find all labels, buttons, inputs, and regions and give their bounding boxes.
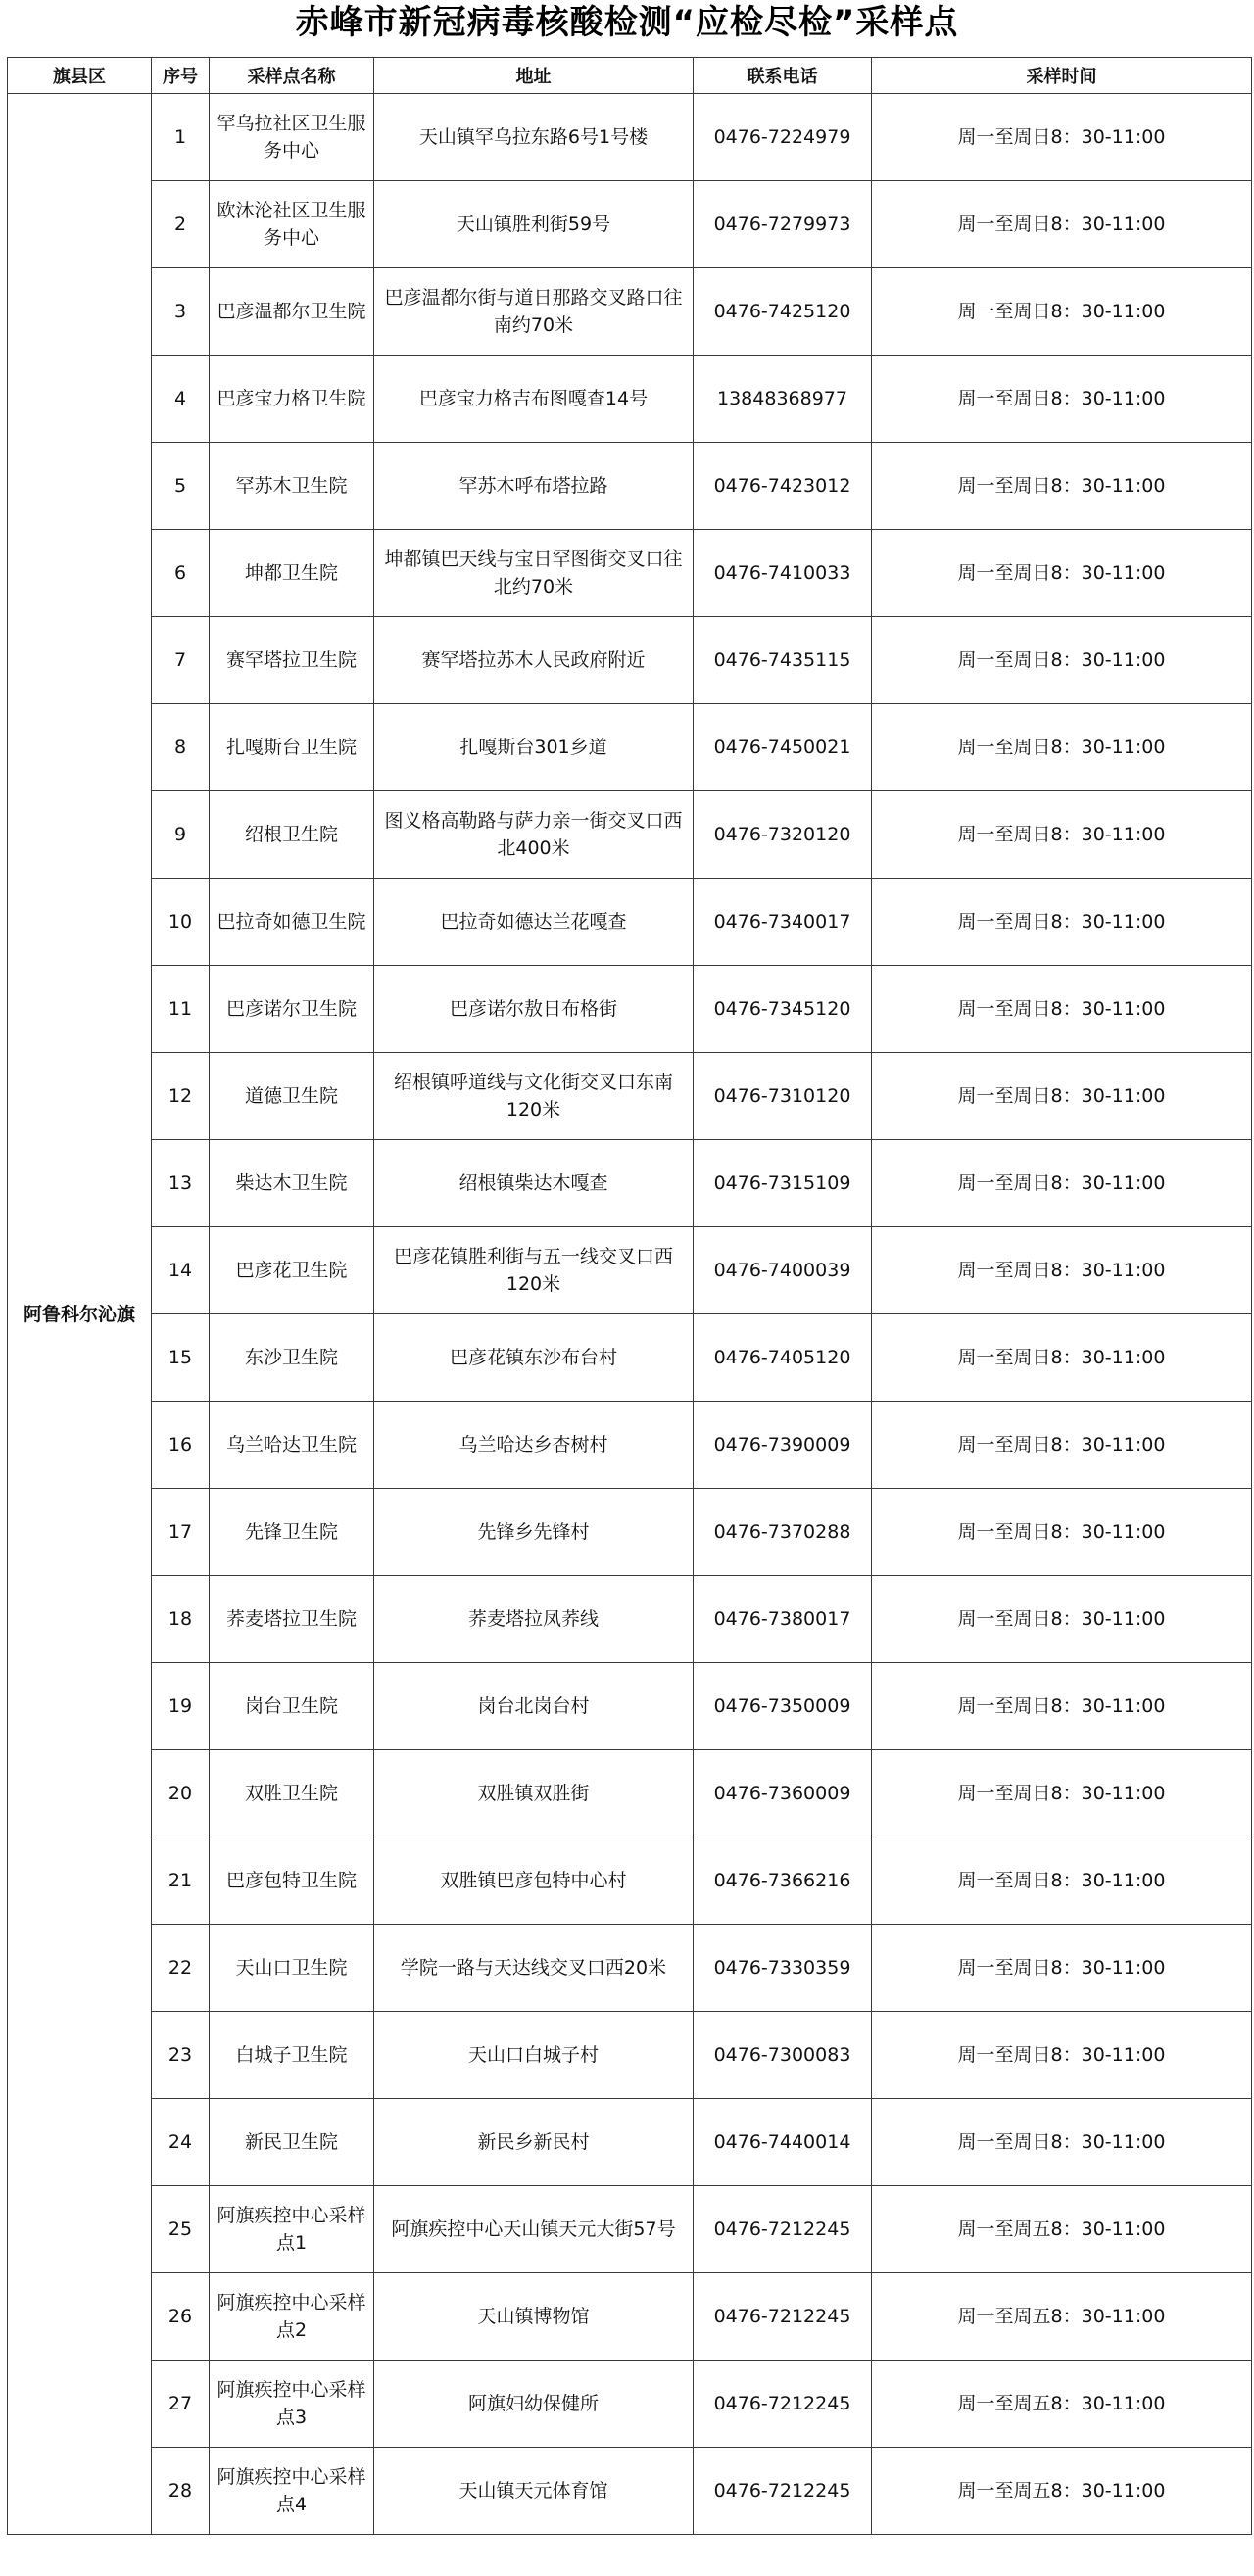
- table-row: [8, 1663, 1252, 1750]
- table-row: [8, 356, 1252, 443]
- site-name: 阿旗疾控中心采样点1: [210, 2186, 374, 2273]
- site-phone: 13848368977: [694, 356, 872, 443]
- row-number: 24: [152, 2099, 210, 2186]
- site-name: 乌兰哈达卫生院: [210, 1402, 374, 1489]
- site-phone: 0476-7212245: [694, 2361, 872, 2448]
- site-address: 先锋乡先锋村: [374, 1489, 694, 1576]
- row-number: 28: [152, 2448, 210, 2535]
- table-row: [8, 704, 1252, 791]
- site-address: 巴彦花镇东沙布台村: [374, 1314, 694, 1402]
- site-name: 白城子卫生院: [210, 2012, 374, 2099]
- site-hours: 周一至周日8：30-11:00: [872, 1140, 1252, 1227]
- site-address: 学院一路与天达线交叉口西20米: [374, 1925, 694, 2012]
- site-address: 天山口白城子村: [374, 2012, 694, 2099]
- table-row: [8, 1576, 1252, 1663]
- row-number: 8: [152, 704, 210, 791]
- site-address: 罕苏木呼布塔拉路: [374, 443, 694, 530]
- site-name: 罕乌拉社区卫生服务中心: [210, 94, 374, 181]
- site-phone: 0476-7400039: [694, 1227, 872, 1314]
- site-address: 天山镇天元体育馆: [374, 2448, 694, 2535]
- site-name: 巴彦诺尔卫生院: [210, 966, 374, 1053]
- site-address: 巴拉奇如德达兰花嘎查: [374, 879, 694, 966]
- site-phone: 0476-7345120: [694, 966, 872, 1053]
- table-row: [8, 879, 1252, 966]
- table-row: [8, 2448, 1252, 2535]
- row-number: 22: [152, 1925, 210, 2012]
- site-address: 双胜镇双胜街: [374, 1750, 694, 1837]
- row-number: 19: [152, 1663, 210, 1750]
- site-hours: 周一至周日8：30-11:00: [872, 704, 1252, 791]
- site-address: 阿旗妇幼保健所: [374, 2361, 694, 2448]
- site-phone: 0476-7435115: [694, 617, 872, 704]
- site-hours: 周一至周五8：30-11:00: [872, 2273, 1252, 2361]
- site-address: 阿旗疾控中心天山镇天元大街57号: [374, 2186, 694, 2273]
- site-name: 阿旗疾控中心采样点4: [210, 2448, 374, 2535]
- site-hours: 周一至周日8：30-11:00: [872, 1314, 1252, 1402]
- site-phone: 0476-7425120: [694, 268, 872, 356]
- row-number: 21: [152, 1837, 210, 1925]
- table-row: [8, 2099, 1252, 2186]
- site-name: 巴彦温都尔卫生院: [210, 268, 374, 356]
- site-address: 绍根镇呼道线与文化街交叉口东南120米: [374, 1053, 694, 1140]
- site-hours: 周一至周日8：30-11:00: [872, 530, 1252, 617]
- site-name: 坤都卫生院: [210, 530, 374, 617]
- table-row: [8, 1140, 1252, 1227]
- row-number: 14: [152, 1227, 210, 1314]
- site-address: 新民乡新民村: [374, 2099, 694, 2186]
- site-phone: 0476-7315109: [694, 1140, 872, 1227]
- site-name: 新民卫生院: [210, 2099, 374, 2186]
- header-phone: 联系电话: [694, 58, 872, 94]
- site-hours: 周一至周日8：30-11:00: [872, 181, 1252, 268]
- site-name: 柴达木卫生院: [210, 1140, 374, 1227]
- site-address: 巴彦诺尔敖日布格街: [374, 966, 694, 1053]
- site-hours: 周一至周日8：30-11:00: [872, 966, 1252, 1053]
- row-number: 2: [152, 181, 210, 268]
- table-header-row: [8, 58, 1252, 94]
- table-row: [8, 617, 1252, 704]
- row-number: 27: [152, 2361, 210, 2448]
- site-name: 道德卫生院: [210, 1053, 374, 1140]
- site-address: 图义格高勒路与萨力亲一街交叉口西北400米: [374, 791, 694, 879]
- site-address: 岗台北岗台村: [374, 1663, 694, 1750]
- table-row: [8, 2012, 1252, 2099]
- site-name: 岗台卫生院: [210, 1663, 374, 1750]
- table-row: [8, 443, 1252, 530]
- site-phone: 0476-7224979: [694, 94, 872, 181]
- site-hours: 周一至周日8：30-11:00: [872, 1663, 1252, 1750]
- table-row: [8, 2361, 1252, 2448]
- site-hours: 周一至周日8：30-11:00: [872, 1402, 1252, 1489]
- site-hours: 周一至周五8：30-11:00: [872, 2361, 1252, 2448]
- site-address: 荞麦塔拉凤荞线: [374, 1576, 694, 1663]
- site-name: 东沙卫生院: [210, 1314, 374, 1402]
- row-number: 15: [152, 1314, 210, 1402]
- site-phone: 0476-7450021: [694, 704, 872, 791]
- table-row: [8, 1837, 1252, 1925]
- site-name: 扎嘎斯台卫生院: [210, 704, 374, 791]
- table-row: [8, 2186, 1252, 2273]
- site-name: 天山口卫生院: [210, 1925, 374, 2012]
- document-title: 赤峰市新冠病毒核酸检测“应检尽检”采样点: [295, 3, 959, 42]
- row-number: 12: [152, 1053, 210, 1140]
- site-phone: 0476-7320120: [694, 791, 872, 879]
- row-number: 11: [152, 966, 210, 1053]
- row-number: 3: [152, 268, 210, 356]
- site-hours: 周一至周五8：30-11:00: [872, 2186, 1252, 2273]
- site-address: 巴彦温都尔街与道日那路交叉路口往南约70米: [374, 268, 694, 356]
- site-address: 巴彦花镇胜利街与五一线交叉口西120米: [374, 1227, 694, 1314]
- header-county: 旗县区: [8, 58, 152, 94]
- table-row: [8, 2273, 1252, 2361]
- site-phone: 0476-7212245: [694, 2448, 872, 2535]
- site-hours: 周一至周日8：30-11:00: [872, 1925, 1252, 2012]
- site-phone: 0476-7300083: [694, 2012, 872, 2099]
- site-hours: 周一至周日8：30-11:00: [872, 1227, 1252, 1314]
- row-number: 25: [152, 2186, 210, 2273]
- row-number: 5: [152, 443, 210, 530]
- site-name: 阿旗疾控中心采样点2: [210, 2273, 374, 2361]
- row-number: 16: [152, 1402, 210, 1489]
- site-phone: 0476-7423012: [694, 443, 872, 530]
- site-hours: 周一至周日8：30-11:00: [872, 94, 1252, 181]
- site-phone: 0476-7212245: [694, 2273, 872, 2361]
- row-number: 13: [152, 1140, 210, 1227]
- site-address: 绍根镇柴达木嘎查: [374, 1140, 694, 1227]
- site-name: 巴彦花卫生院: [210, 1227, 374, 1314]
- row-number: 18: [152, 1576, 210, 1663]
- site-address: 天山镇罕乌拉东路6号1号楼: [374, 94, 694, 181]
- site-name: 赛罕塔拉卫生院: [210, 617, 374, 704]
- site-phone: 0476-7310120: [694, 1053, 872, 1140]
- site-phone: 0476-7340017: [694, 879, 872, 966]
- site-phone: 0476-7350009: [694, 1663, 872, 1750]
- table-row: [8, 181, 1252, 268]
- site-name: 双胜卫生院: [210, 1750, 374, 1837]
- header-time: 采样时间: [872, 58, 1252, 94]
- row-number: 23: [152, 2012, 210, 2099]
- site-hours: 周一至周日8：30-11:00: [872, 1576, 1252, 1663]
- site-name: 阿旗疾控中心采样点3: [210, 2361, 374, 2448]
- site-name: 巴拉奇如德卫生院: [210, 879, 374, 966]
- site-name: 绍根卫生院: [210, 791, 374, 879]
- site-hours: 周一至周日8：30-11:00: [872, 2099, 1252, 2186]
- site-hours: 周一至周日8：30-11:00: [872, 443, 1252, 530]
- site-hours: 周一至周日8：30-11:00: [872, 1053, 1252, 1140]
- table-row: [8, 530, 1252, 617]
- table-body: [8, 94, 1252, 2535]
- site-phone: 0476-7410033: [694, 530, 872, 617]
- table-row: [8, 1750, 1252, 1837]
- site-address: 双胜镇巴彦包特中心村: [374, 1837, 694, 1925]
- row-number: 7: [152, 617, 210, 704]
- table-row: [8, 1402, 1252, 1489]
- row-number: 10: [152, 879, 210, 966]
- site-hours: 周一至周日8：30-11:00: [872, 1837, 1252, 1925]
- county-cell: 阿鲁科尔沁旗: [8, 94, 152, 2535]
- site-name: 罕苏木卫生院: [210, 443, 374, 530]
- site-name: 巴彦包特卫生院: [210, 1837, 374, 1925]
- table-row: [8, 1925, 1252, 2012]
- row-number: 1: [152, 94, 210, 181]
- site-phone: 0476-7380017: [694, 1576, 872, 1663]
- row-number: 9: [152, 791, 210, 879]
- site-phone: 0476-7330359: [694, 1925, 872, 2012]
- site-hours: 周一至周日8：30-11:00: [872, 356, 1252, 443]
- sampling-sites-table: [7, 57, 1252, 2535]
- table-row: [8, 1227, 1252, 1314]
- site-address: 天山镇胜利街59号: [374, 181, 694, 268]
- table-row: [8, 94, 1252, 181]
- site-name: 荞麦塔拉卫生院: [210, 1576, 374, 1663]
- table-row: [8, 1489, 1252, 1576]
- row-number: 6: [152, 530, 210, 617]
- row-number: 20: [152, 1750, 210, 1837]
- site-address: 扎嘎斯台301乡道: [374, 704, 694, 791]
- site-address: 天山镇博物馆: [374, 2273, 694, 2361]
- table-row: [8, 268, 1252, 356]
- site-phone: 0476-7360009: [694, 1750, 872, 1837]
- header-no: 序号: [152, 58, 210, 94]
- site-hours: 周一至周日8：30-11:00: [872, 268, 1252, 356]
- site-phone: 0476-7405120: [694, 1314, 872, 1402]
- site-hours: 周一至周五8：30-11:00: [872, 2448, 1252, 2535]
- site-phone: 0476-7440014: [694, 2099, 872, 2186]
- site-phone: 0476-7370288: [694, 1489, 872, 1576]
- row-number: 4: [152, 356, 210, 443]
- header-name: 采样点名称: [210, 58, 374, 94]
- site-hours: 周一至周日8：30-11:00: [872, 879, 1252, 966]
- site-address: 巴彦宝力格吉布图嘎查14号: [374, 356, 694, 443]
- site-hours: 周一至周日8：30-11:00: [872, 1489, 1252, 1576]
- table-row: [8, 966, 1252, 1053]
- site-address: 坤都镇巴天线与宝日罕图街交叉口往北约70米: [374, 530, 694, 617]
- site-hours: 周一至周日8：30-11:00: [872, 2012, 1252, 2099]
- site-hours: 周一至周日8：30-11:00: [872, 791, 1252, 879]
- site-name: 欧沐沦社区卫生服务中心: [210, 181, 374, 268]
- header-address: 地址: [374, 58, 694, 94]
- table-row: [8, 1053, 1252, 1140]
- site-phone: 0476-7279973: [694, 181, 872, 268]
- site-phone: 0476-7390009: [694, 1402, 872, 1489]
- row-number: 26: [152, 2273, 210, 2361]
- table-row: [8, 791, 1252, 879]
- site-address: 乌兰哈达乡杏树村: [374, 1402, 694, 1489]
- site-phone: 0476-7366216: [694, 1837, 872, 1925]
- table-row: [8, 1314, 1252, 1402]
- site-name: 巴彦宝力格卫生院: [210, 356, 374, 443]
- site-hours: 周一至周日8：30-11:00: [872, 617, 1252, 704]
- row-number: 17: [152, 1489, 210, 1576]
- site-hours: 周一至周日8：30-11:00: [872, 1750, 1252, 1837]
- site-phone: 0476-7212245: [694, 2186, 872, 2273]
- site-address: 赛罕塔拉苏木人民政府附近: [374, 617, 694, 704]
- site-name: 先锋卫生院: [210, 1489, 374, 1576]
